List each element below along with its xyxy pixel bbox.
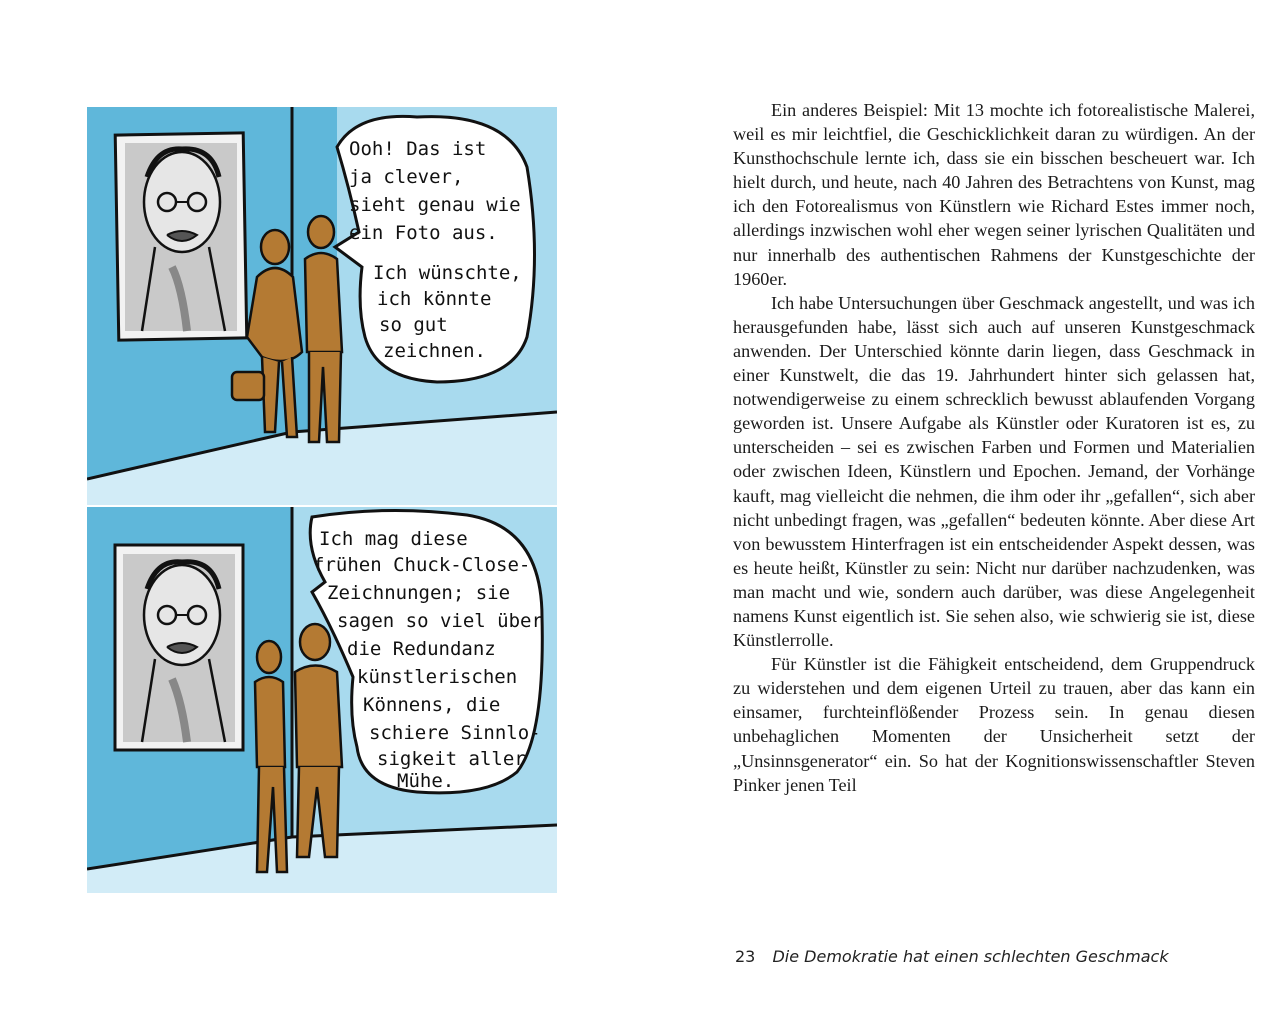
portrait-painting [115, 133, 247, 340]
comic-strip [87, 107, 557, 893]
page-footer [735, 947, 1169, 966]
page-number: 23 [735, 947, 756, 966]
body-text [733, 98, 1255, 797]
speech-text-top: Ooh! Das ist ja clever, sieht genau wie ein Foto aus. Ich wünschte, ich könnte so gut zeichnen. [349, 138, 522, 362]
portrait-painting [115, 545, 243, 750]
comic-panel-bottom [87, 507, 557, 893]
paragraph: Ich habe Untersuchungen über Geschmack angestellt, und was ich herausgefunden habe, lässt sich auch auf unseren Kunstgeschmack anwenden. Der Unterschied könnte darin liegen, dass Geschmack in einer Kunstwelt, die das 19. Jahrhundert hinter sich gelassen hat, notwendigerweise zu einem schrecklich bewusst ablaufenden Vorgang geworden ist. Unsere Aufgabe als Künstler oder Kuratoren ist es, zu unterscheiden – sei es zwischen Farben und Formen und Materialien oder zwischen Ideen, Künstlern und Epochen. Jemand, der Vorhänge kauft, mag vielleicht die nehmen, die ihm oder ihr „gefallen“, sich aber nicht unbedingt fragen, was „gefallen“ bedeuten könnte. Aber diese Art von bewusstem Hinterfragen ist ein entscheidender Aspekt dessen, was es heute heißt, Künstler zu sein: Nicht nur darüber nachzudenken, was man macht und wie, sondern auch darüber, was diese Angelegenheit namens Kunst eigentlich ist. Sie sehen also, wie schwierig sie ist, diese Künstlerrolle. [733, 292, 1255, 651]
comic-panel-top [87, 107, 557, 505]
paragraph: Ein anderes Beispiel: Mit 13 mochte ich fotorealistische Malerei, weil es mir leichtfiel, die Geschicklichkeit daran zu würdigen. An der Kunsthochschule lernte ich, dass sie ein bisschen bescheuert war. Ich hielt durch, und heute, nach 40 Jahren des Betrachtens von Kunst, mag ich den Fotorealismus von Künstlern wie Richard Estes immer noch, allerdings inzwischen wohl eher wegen seiner lyrischen Qualitäten und nur innerhalb des authentischen Rahmens der Kunstgeschichte der 1960er. [733, 100, 1255, 289]
comic-panel-top-drawing [87, 107, 557, 505]
comic-panel-bottom-drawing [87, 507, 557, 893]
paragraph: Für Künstler ist die Fähigkeit entscheidend, dem Gruppendruck zu widerstehen und dem eigenen Urteil zu trauen, aber das kann ein einsamer, furchteinflößender Prozess sein. In genau diesen unbehaglichen Momenten der Unsicherheit setzt der „Unsinnsgenerator“ ein. So hat der Kognitionswissenschaftler Steven Pinker jenen Teil [733, 654, 1255, 795]
speech-text-bottom: Ich mag diese frühen Chuck-Close- Zeichnungen; sie sagen so viel über die Redundanz künstlerischen Könnens, die schiere Sinnlo- sigkeit aller Mühe. [313, 528, 543, 792]
running-title: Die Demokratie hat einen schlechten Geschmack [772, 947, 1169, 966]
right-page [643, 0, 1286, 1021]
